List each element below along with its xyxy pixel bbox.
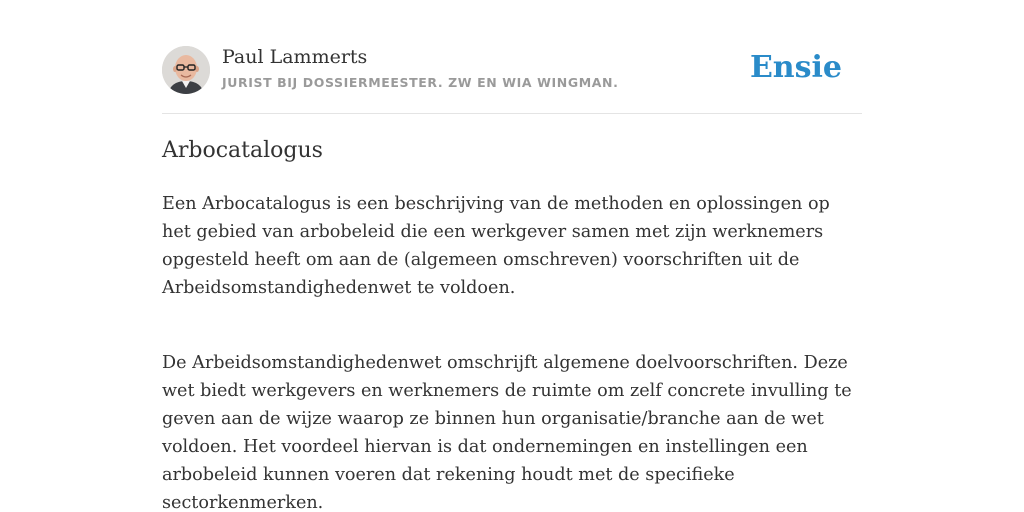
author-bio: JURIST BIJ DOSSIERMEESTER. ZW EN WIA WINGMAN. <box>222 75 619 90</box>
article-paragraph-2: De Arbeidsomstandighedenwet omschrijft algemene doelvoorschriften. Deze wet biedt werkgevers en werknemers de ruimte om zelf concrete invulling te geven aan de wijze waarop ze binnen hun organisatie/branche aan de wet voldoen. Het voordeel hiervan is dat ondernemingen en instellingen een arbobeleid kunnen voeren dat rekening houdt met de specifieke sectorkenmerken. <box>162 353 852 512</box>
author-name[interactable]: Paul Lammerts <box>222 46 368 68</box>
ensie-logo[interactable]: Ensie <box>749 50 842 85</box>
article-container <box>162 0 862 512</box>
article-title: Arbocatalogus <box>162 138 323 163</box>
author-avatar[interactable] <box>162 46 210 94</box>
person-photo-icon <box>162 46 210 94</box>
article-header <box>162 0 862 114</box>
article-paragraph-1: Een Arbocatalogus is een beschrijving van de methoden en oplossingen op het gebied van arbobeleid die een werkgever samen met zijn werknemers opgesteld heeft om aan de (algemeen omschreven) voorschriften uit de Arbeidsomstandighedenwet te voldoen. <box>162 194 830 298</box>
